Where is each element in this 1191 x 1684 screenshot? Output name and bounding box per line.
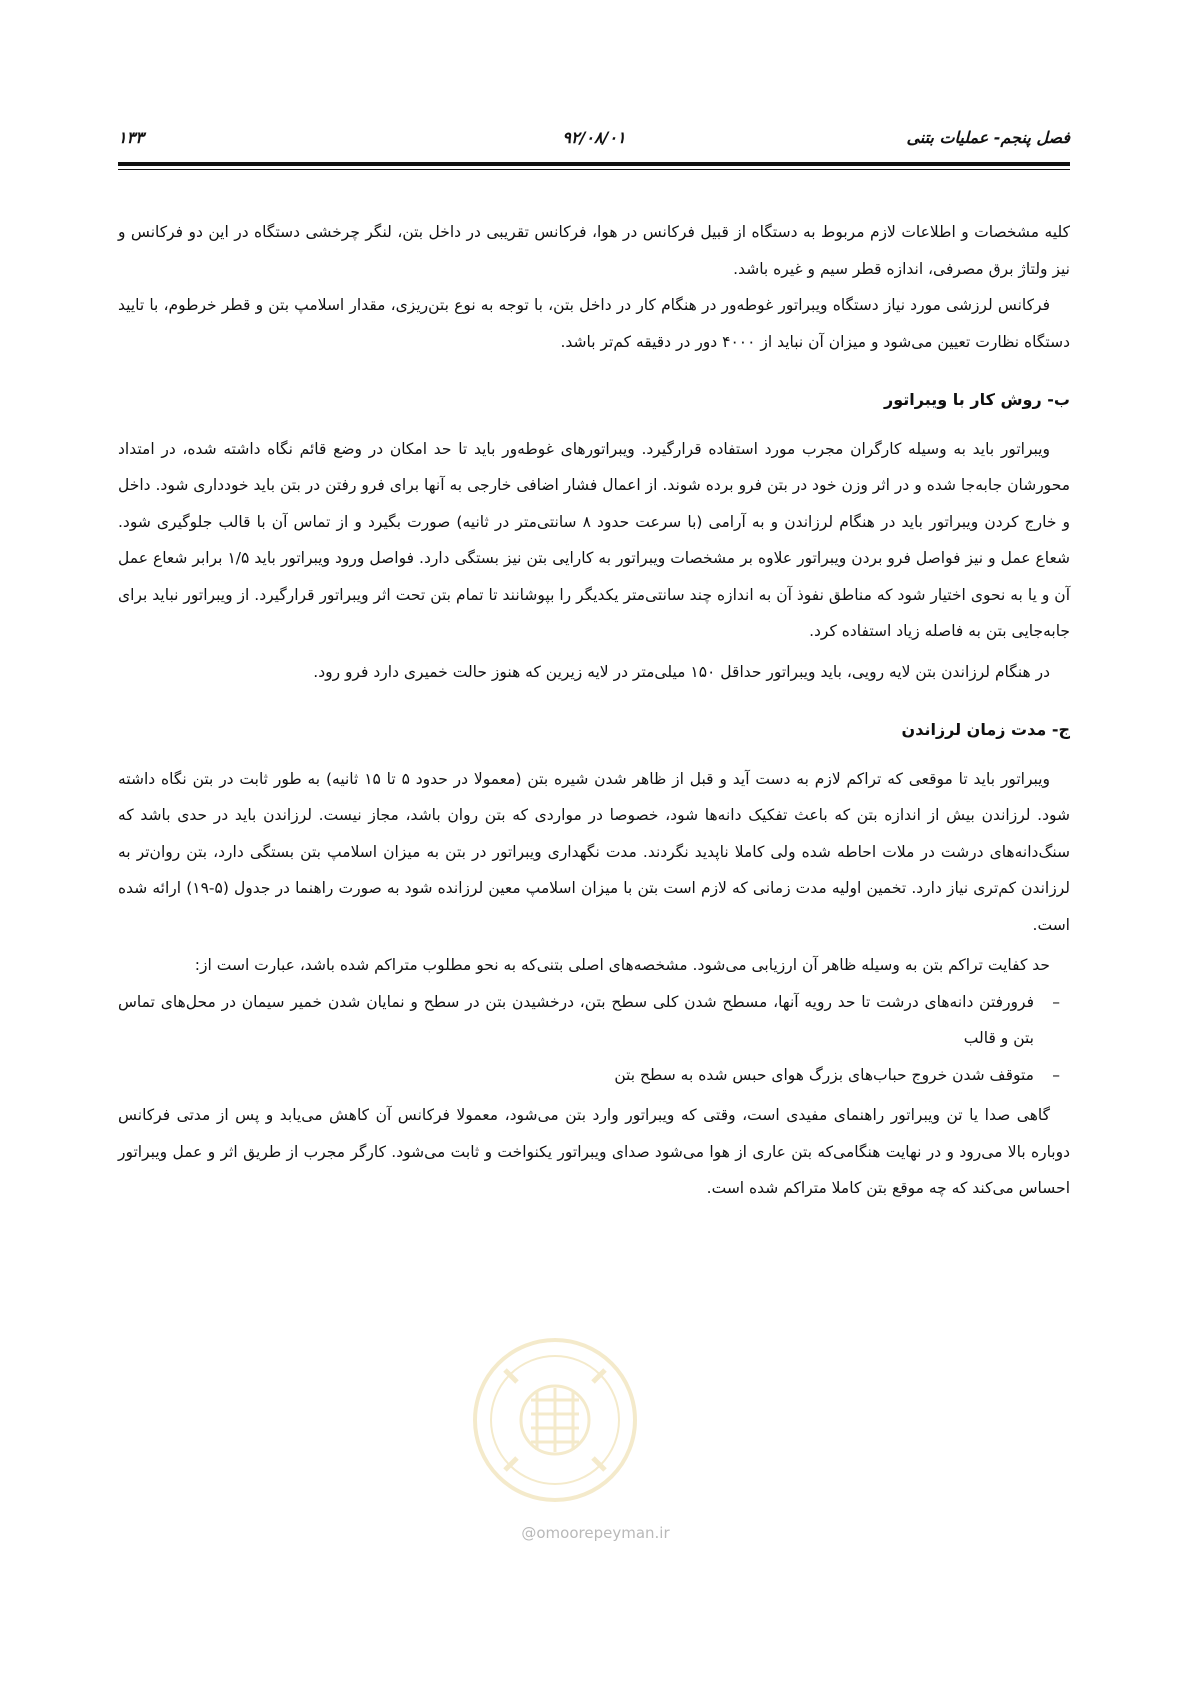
characteristics-list	[118, 984, 1070, 1094]
list-item	[118, 984, 1070, 1057]
running-header	[118, 128, 1070, 154]
page-number: ۱۳۳	[118, 128, 144, 147]
section-c-paragraph-1: ویبراتور باید تا موقعی که تراکم لازم به دست آید و قبل از ظاهر شدن شیره بتن (معمولا در حدود ۵ تا ۱۵ ثانیه) به طور ثابت در بتن نگاه داشته شود. لرزاندن بیش از اندازه بتن که باعث تفکیک دانه‌ها شود، خصوصا در مواردی که بتن روان باشد، مجاز نیست. لرزاندن باید در حدی باشد که سنگ‌دانه‌های درشت در ملات احاطه شده ولی کاملا ناپدید نگردند. مدت نگهداری ویبراتور در بتن به میزان اسلامپ بتن بستگی دارد، بتن روان‌تر به لرزاندن کم‌تری نیاز دارد. تخمین اولیه مدت زمانی که لازم است بتن با میزان اسلامپ معین لرزانده شود به صورت راهنما در جدول (۵-۱۹) ارائه شده است.	[118, 769, 1070, 934]
section-b-paragraph-1: ویبراتور باید به وسیله کارگران مجرب مورد استفاده قرارگیرد. ویبراتورهای غوطه‌ور باید تا حد امکان در وضع قائم نگاه داشته شده، در امتداد محورشان جابه‌جا شده و در اثر وزن خود در بتن فرو برده شوند. از اعمال فشار اضافی خارجی به آنها برای فرو رفتن در بتن باید خودداری شود. داخل و خارج کردن ویبراتور باید در هنگام لرزاندن و به آرامی (با سرعت حدود ۸ سانتی‌متر در ثانیه) صورت بگیرد و از تماس آن با قالب جلوگیری شود. شعاع عمل و نیز فواصل فرو بردن ویبراتور علاوه بر مشخصات ویبراتور به کارایی بتن نیز بستگی دارد. فواصل ورود ویبراتور باید ۱/۵ برابر شعاع عمل آن و یا به نحوی اختیار شود که مناطق نفوذ آن به اندازه چند سانتی‌متر یکدیگر را بپوشانند تا تمام بتن تحت اثر ویبراتور قرارگیرد. از ویبراتور نباید برای جابه‌جایی بتن به فاصله زیاد استفاده کرد.	[118, 439, 1070, 640]
watermark-seal-icon	[465, 1330, 645, 1510]
section-b-paragraph-2: در هنگام لرزاندن بتن لایه رویی، باید ویبراتور حداقل ۱۵۰ میلی‌متر در لایه زیرین که هنوز حالت خمیری دارد فرو رود.	[313, 662, 1050, 681]
header-rule-thin	[118, 169, 1070, 170]
intro-paragraph-1: کلیه مشخصات و اطلاعات لازم مربوط به دستگاه از قبیل فرکانس در هوا، فرکانس تقریبی در داخل بتن، لنگر چرخشی دستگاه در این دو فرکانس و نیز ولتاژ برق مصرفی، اندازه قطر سیم و غیره باشد.	[118, 223, 1070, 278]
section-b-title: ب- روش کار با ویبراتور	[884, 390, 1070, 409]
section-c-closing-paragraph: گاهی صدا یا تن ویبراتور راهنمای مفیدی است، وقتی که ویبراتور وارد بتن می‌شود، معمولا فرکانس آن کاهش می‌یابد و پس از مدتی فرکانس دوباره بالا می‌رود و در نهایت هنگامی‌که بتن عاری از هوا می‌شود صدای ویبراتور یکنواخت و ثابت می‌شود. کارگر مجرب از طریق اثر و عمل ویبراتور احساس می‌کند که چه موقع بتن کاملا متراکم شده است.	[118, 1106, 1070, 1197]
section-c-paragraph-2: حد کفایت تراکم بتن به وسیله ظاهر آن ارزیابی می‌شود. مشخصه‌های اصلی بتنی‌که به نحو مطلوب متراکم شده باشد، عبارت است از:	[194, 956, 1050, 974]
list-item-text: فرورفتن دانه‌های درشت تا حد رویه آنها، مسطح شدن کلی سطح بتن، درخشیدن بتن در سطح و نمایان شدن خمیر سیمان در محل‌های تماس بتن و قالب	[118, 992, 1034, 1047]
list-item	[118, 1057, 1070, 1094]
list-bullet: –	[1052, 992, 1060, 1011]
header-date: ۹۲/۰۸/۰۱	[562, 128, 626, 147]
body-text	[118, 214, 1070, 1207]
chapter-title: فصل پنجم- عملیات بتنی	[906, 128, 1070, 147]
header-rule-thick	[118, 162, 1070, 166]
watermark-caption: @omoorepeyman.ir	[521, 1524, 670, 1542]
list-item-text: متوقف شدن خروج حباب‌های بزرگ هوای حبس شده به سطح بتن	[614, 1065, 1034, 1084]
section-c-title: ج- مدت زمان لرزاندن	[901, 720, 1070, 739]
intro-paragraph-2: فرکانس لرزشی مورد نیاز دستگاه ویبراتور غوطه‌ور در هنگام کار در داخل بتن، با توجه به نوع بتن‌ریزی، مقدار اسلامپ بتن و قطر خرطوم، با تایید دستگاه نظارت تعیین می‌شود و میزان آن نباید از ۴۰۰۰ دور در دقیقه کم‌تر باشد.	[118, 296, 1070, 351]
list-bullet: –	[1052, 1065, 1060, 1084]
